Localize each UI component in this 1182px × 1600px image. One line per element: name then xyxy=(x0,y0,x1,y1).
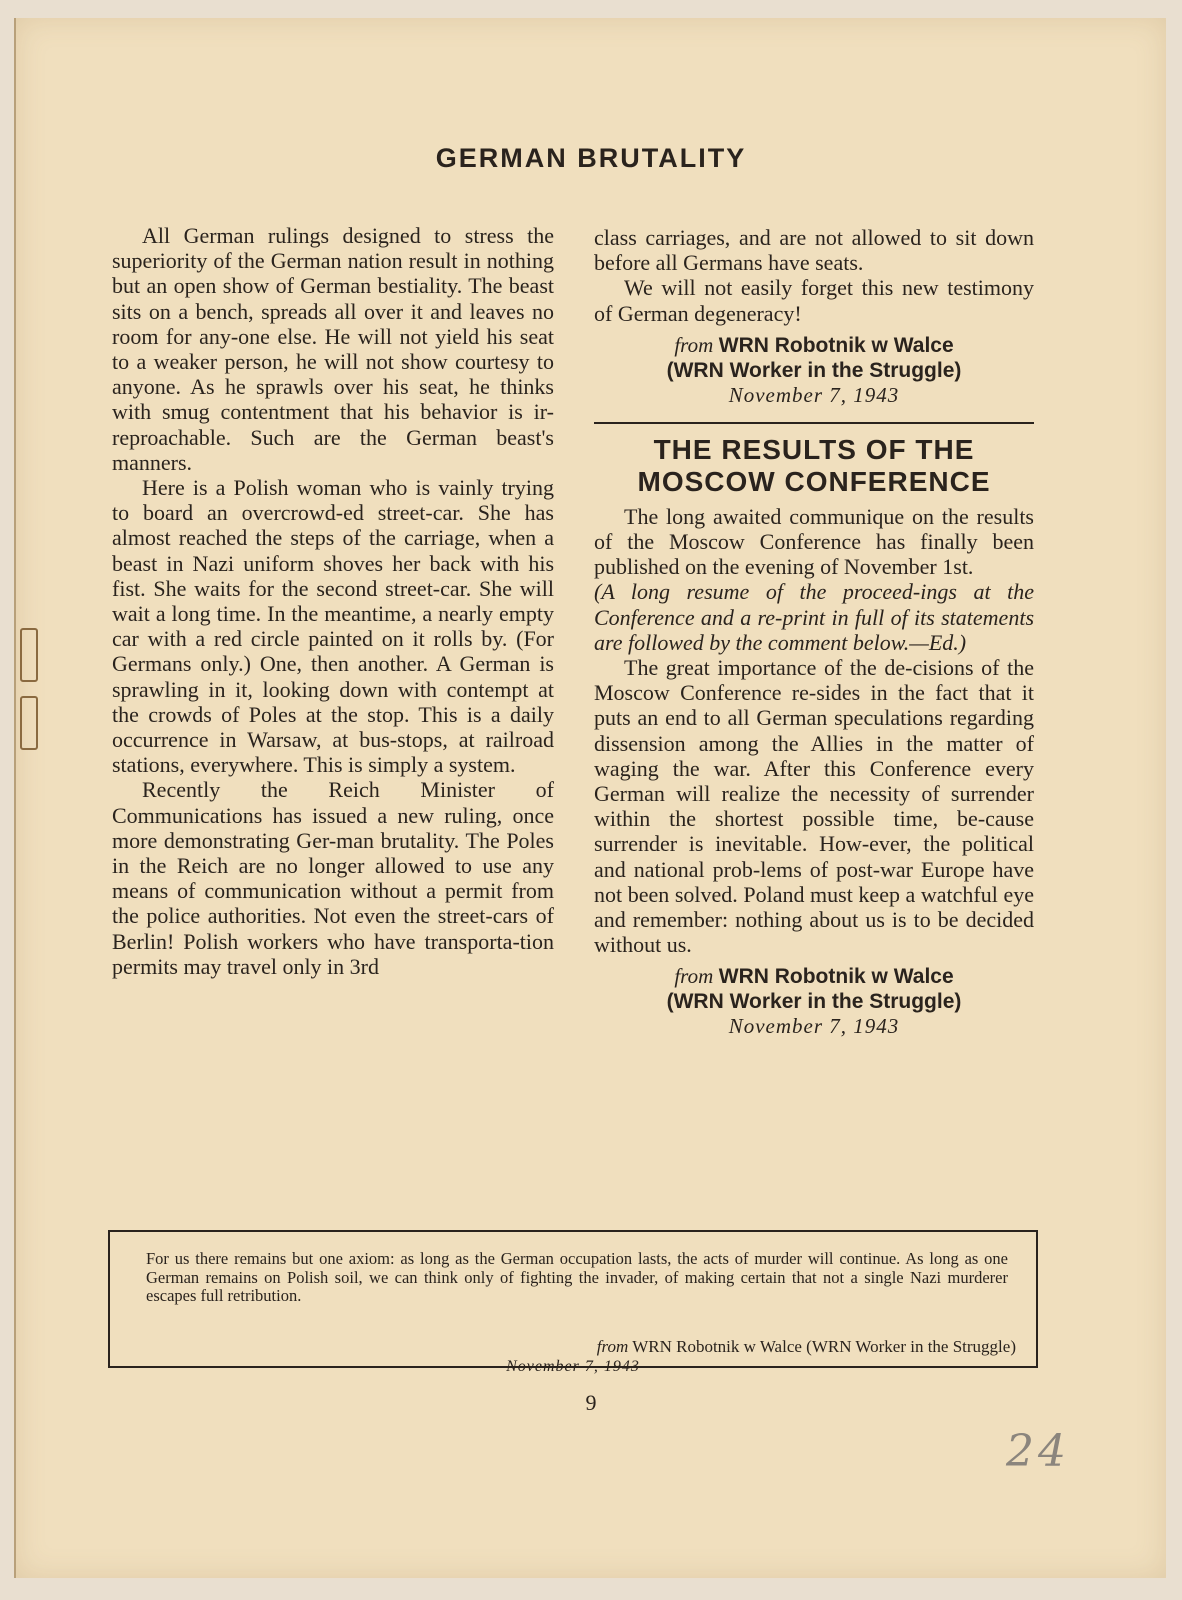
paragraph: All German rulings designed to stress the superiority of the German nation result in nothing but an open show of German bestiality. The beast sits on a bench, spreads all over it and leaves no room for any-one else. He will not yield his seat to a weaker person, he will not show courtesy to anyone. As he sprawls over his seat, he thinks with smug contentment that his behavior is ir-reproachable. Such are the German beast's manners. xyxy=(112,223,554,475)
source-publication: WRN Robotnik w Walce xyxy=(718,965,954,989)
intro-paragraph: The long awaited communique on the results of the Moscow Conference has finally been published on the evening of November 1st. xyxy=(594,503,1034,580)
section-title xyxy=(594,434,1034,498)
paragraph: Here is a Polish woman who is vainly trying to board an overcrowd-ed street-car. She has almost reached the steps of the carriage, when a beast in Nazi uniform shoves her back with his fist. She waits for the second street-car. She will wait a long time. In the meantime, a nearly empty car with a red circle painted on it rolls by. (For Germans only.) One, then another. A German is sprawling in it, looking down with contempt at the crowds of Poles at the stop. This is a daily occurrence in Warsaw, at bus-stops, at railroad stations, everywhere. This is simply a system. xyxy=(112,475,554,778)
source-attribution xyxy=(594,332,1034,408)
section-divider xyxy=(594,422,1034,424)
source-publication: WRN Robotnik w Walce xyxy=(718,333,954,357)
staple-bottom xyxy=(20,696,38,750)
left-column xyxy=(112,223,554,979)
page-number: 9 xyxy=(585,1390,597,1415)
paragraph: Recently the Reich Minister of Communications has issued a new ruling, once more demonstrating Ger-man brutality. The Poles in the Reich are no longer allowed to use any means of communication without a permit from the police authorities. Not even the street-cars of Berlin! Polish workers who have transporta-tion permits may travel only in 3rd xyxy=(112,777,554,979)
continuation-paragraph: class carriages, and are not allowed to sit down before all Germans have seats. xyxy=(594,225,1034,276)
staple-binding xyxy=(16,618,46,758)
quote-source-name: WRN Robotnik w Walce (WRN Worker in the Struggle) xyxy=(632,1337,1016,1356)
handwritten-page-number: 24 xyxy=(1006,1426,1070,1477)
source-date: November 7, 1943 xyxy=(728,382,900,407)
source-from: from xyxy=(674,964,714,989)
staple-top xyxy=(20,628,38,682)
section-title-line: THE RESULTS OF THE xyxy=(653,433,975,465)
quote-box xyxy=(108,1230,1038,1375)
source-attribution xyxy=(594,963,1034,1039)
editor-note: (A long resume of the proceed-ings at the Conference and a re-print in full of its statements are followed by the comment below.—Ed.) xyxy=(594,579,1034,655)
quote-source-from: from xyxy=(596,1337,629,1356)
quote-date: November 7, 1943 xyxy=(506,1358,640,1375)
right-column xyxy=(594,225,1034,1039)
document-page xyxy=(14,18,1166,1578)
source-date: November 7, 1943 xyxy=(728,1014,900,1039)
closing-paragraph: We will not easily forget this new testimony of German degeneracy! xyxy=(594,275,1034,326)
section-title-line: MOSCOW CONFERENCE xyxy=(637,465,991,497)
quote-source xyxy=(316,1338,1016,1356)
source-translation: (WRN Worker in the Struggle) xyxy=(666,990,962,1014)
source-translation: (WRN Worker in the Struggle) xyxy=(666,358,962,382)
page-title: GERMAN BRUTALITY xyxy=(435,143,747,173)
source-from: from xyxy=(674,332,714,357)
quote-text: For us there remains but one axiom: as long as the German occupation lasts, the acts of murder will continue. As long as one German remains on Polish soil, we can think only of fighting the invader, of making certain that not a single Nazi murderer escapes full retribution. xyxy=(146,1249,1008,1305)
body-paragraph: The great importance of the de-cisions of the Moscow Conference re-sides in the fact that it puts an end to all German speculations regarding dissension among the Allies in the matter of waging the war. After this Conference every German will realize the necessity of surrender within the shortest possible time, be-cause surrender is inevitable. How-ever, the political and national prob-lems of post-war Europe have not been solved. Poland must keep a watchful eye and remember: nothing about us is to be decided without us. xyxy=(594,655,1034,958)
